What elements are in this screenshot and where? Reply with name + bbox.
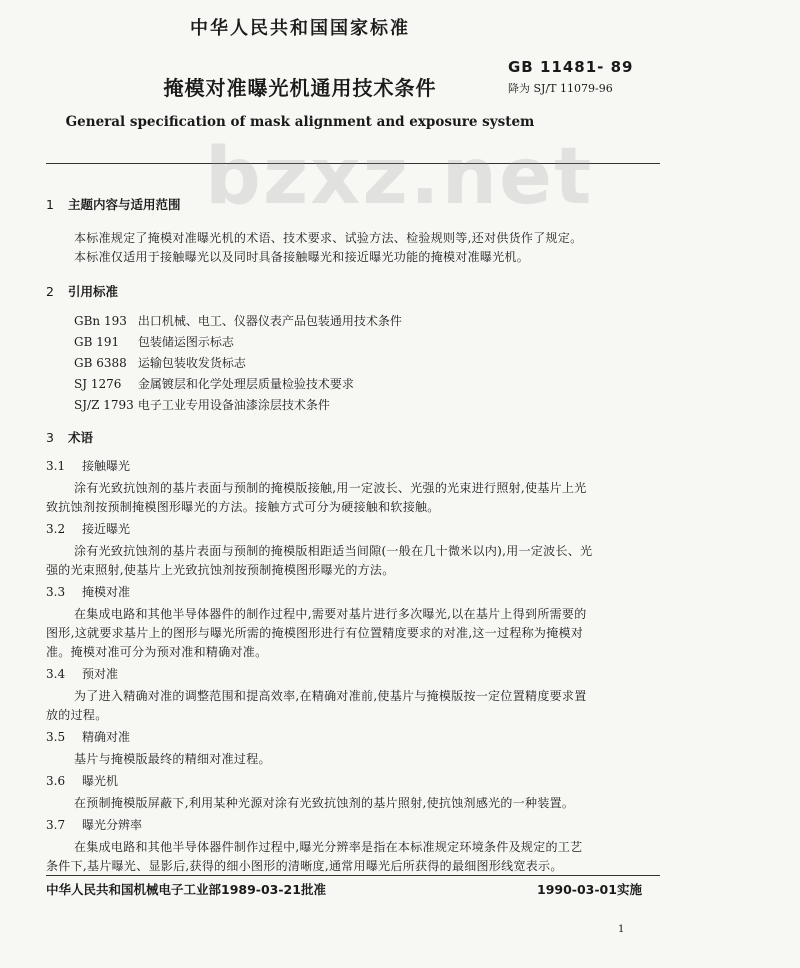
section-1-heading: 1 主题内容与适用范围	[46, 197, 181, 212]
section-2-heading: 2 引用标准	[46, 284, 119, 299]
reference-item: GB 191 包装储运图示标志	[74, 335, 234, 349]
footer-rule	[46, 875, 660, 876]
document-title: 掩模对准曝光机通用技术条件	[163, 76, 437, 100]
term-heading: 3.1 接触曝光	[46, 459, 131, 473]
term-definition-line: 准。掩模对准可分为预对准和精确对准。	[46, 645, 268, 659]
replaces-note: 降为 SJ/T 11079-96	[508, 82, 613, 95]
reference-item: SJ/Z 1793 电子工业专用设备油漆涂层技术条件	[74, 398, 330, 412]
term-definition-line: 条件下,基片曝光、显影后,获得的细小图形的清晰度,通常用曝光后所获得的最细图形线宽表示。	[46, 859, 563, 873]
reference-item: SJ 1276 金属镀层和化学处理层质量检验技术要求	[74, 377, 354, 391]
term-definition-line: 涂有光致抗蚀剂的基片表面与预制的掩模版接触,用一定波长、光强的光束进行照射,使基片上光	[74, 481, 587, 495]
term-heading: 3.5 精确对准	[46, 730, 131, 744]
standard-code: GB 11481- 89	[508, 58, 634, 76]
term-definition-line: 为了进入精确对准的调整范围和提高效率,在精确对准前,使基片与掩模版按一定位置精度要求置	[74, 689, 587, 703]
reference-item: GB 6388 运输包装收发货标志	[74, 356, 246, 370]
term-definition-line: 在集成电路和其他半导体器件的制作过程中,需要对基片进行多次曝光,以在基片上得到所需要的	[74, 607, 587, 621]
section-3-heading: 3 术语	[46, 430, 94, 445]
section-1-para-2: 本标准仅适用于接触曝光以及同时具备接触曝光和接近曝光功能的掩模对准曝光机。	[74, 250, 530, 264]
approval-line: 中华人民共和国机械电子工业部1989-03-21批准	[46, 882, 326, 897]
page-number: 1	[618, 924, 625, 935]
document-title-english: General specification of mask alignment and exposure system	[65, 114, 535, 130]
term-definition-line: 基片与掩模版最终的精细对准过程。	[74, 752, 271, 766]
term-definition-line: 放的过程。	[46, 708, 108, 722]
term-heading: 3.6 曝光机	[46, 774, 119, 788]
term-definition-line: 致抗蚀剂按预制掩模图形曝光的方法。接触方式可分为硬接触和软接触。	[46, 500, 440, 514]
term-heading: 3.2 接近曝光	[46, 522, 131, 536]
watermark: bzxz.net	[205, 132, 594, 222]
reference-item: GBn 193 出口机械、电工、仪器仪表产品包装通用技术条件	[74, 314, 402, 328]
term-definition-line: 在预制掩模版屏蔽下,利用某种光源对涂有光致抗蚀剂的基片照射,使抗蚀剂感光的一种装置。	[74, 796, 575, 810]
term-definition-line: 涂有光致抗蚀剂的基片表面与预制的掩模版相距适当间隙(一般在几十微米以内),用一定波长、光	[74, 544, 593, 558]
term-definition-line: 强的光束照射,使基片上光致抗蚀剂按预制掩模图形曝光的方法。	[46, 563, 395, 577]
implementation-date: 1990-03-01实施	[537, 882, 642, 897]
term-heading: 3.7 曝光分辨率	[46, 818, 143, 832]
term-definition-line: 图形,这就要求基片上的图形与曝光所需的掩模图形进行有位置精度要求的对准,这一过程称为掩模对	[46, 626, 584, 640]
term-heading: 3.4 预对准	[46, 667, 119, 681]
term-definition-line: 在集成电路和其他半导体器件制作过程中,曝光分辨率是指在本标准规定环境条件及规定的工艺	[74, 840, 583, 854]
term-heading: 3.3 掩模对准	[46, 585, 131, 599]
standard-org: 中华人民共和国国家标准	[190, 18, 410, 39]
section-1-para-1: 本标准规定了掩模对准曝光机的术语、技术要求、试验方法、检验规则等,还对供货作了规定。	[74, 231, 583, 245]
